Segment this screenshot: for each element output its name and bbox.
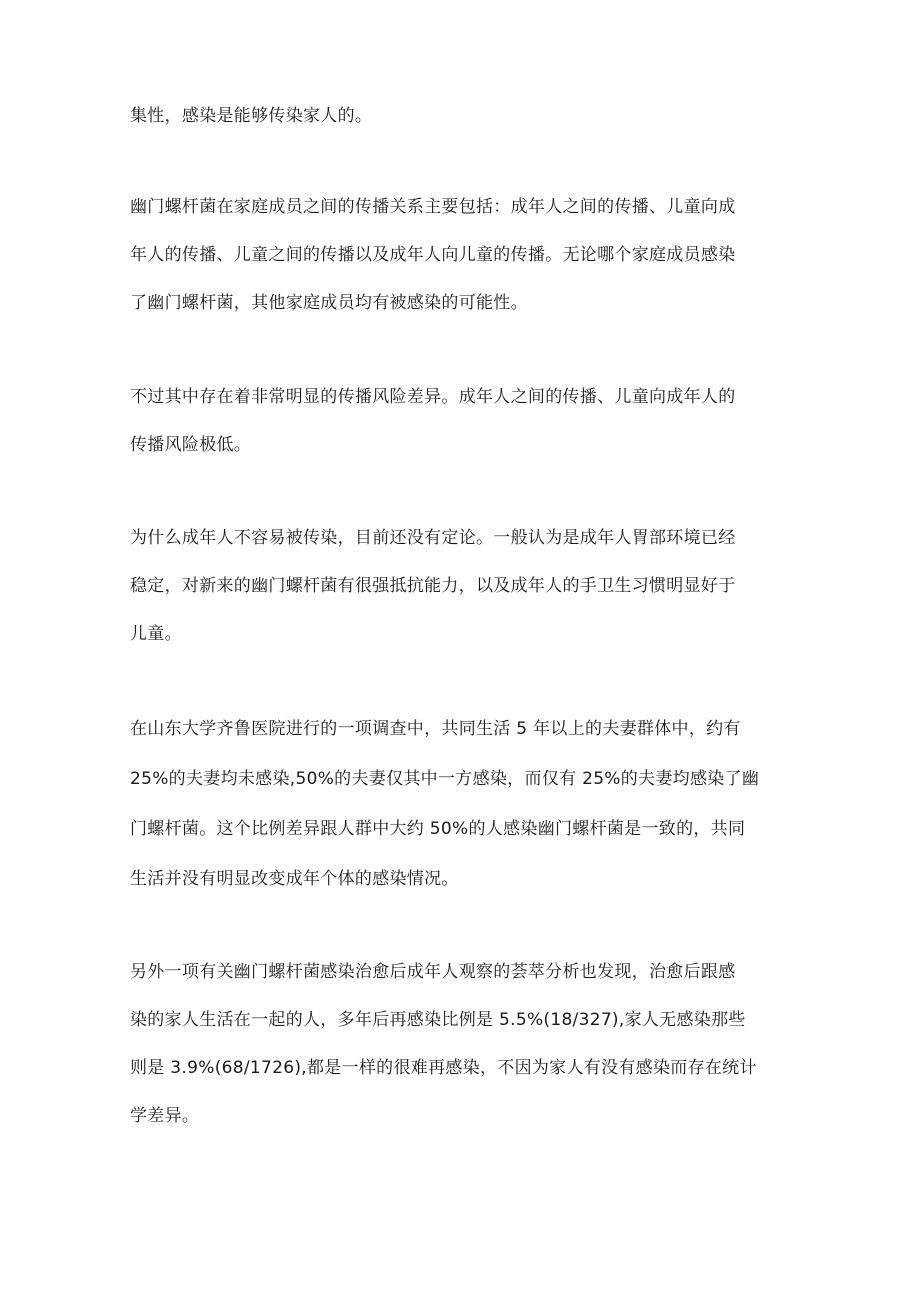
paragraph-4-line-1: 为什么成年人不容易被传染，目前还没有定论。一般认为是成年人胃部环境已经 — [130, 528, 736, 548]
paragraph-6-line-2: 染的家人生活在一起的人，多年后再感染比例是 5.5%(18/327),家人无感染那些 — [130, 1010, 746, 1030]
paragraph-2-line-3: 了幽门螺杆菌，其他家庭成员均有被感染的可能性。 — [130, 293, 528, 313]
paragraph-4-line-2: 稳定，对新来的幽门螺杆菌有很强抵抗能力，以及成年人的手卫生习惯明显好于 — [130, 576, 736, 596]
paragraph-6-line-3: 则是 3.9%(68/1726),都是一样的很难再感染，不因为家人有没有感染而存在统计 — [130, 1058, 757, 1078]
paragraph-2-line-1: 幽门螺杆菌在家庭成员之间的传播关系主要包括：成年人之间的传播、儿童向成 — [130, 197, 736, 217]
paragraph-5-line-4: 生活并没有明显改变成年个体的感染情况。 — [130, 869, 459, 889]
paragraph-1-line-1: 集性，感染是能够传染家人的。 — [130, 106, 373, 126]
paragraph-5-line-3: 门螺杆菌。这个比例差异跟人群中大约 50%的人感染幽门螺杆菌是一致的，共同 — [130, 819, 746, 839]
paragraph-5-line-1: 在山东大学齐鲁医院进行的一项调查中，共同生活 5 年以上的夫妻群体中，约有 — [130, 719, 741, 739]
paragraph-2-line-2: 年人的传播、儿童之间的传播以及成年人向儿童的传播。无论哪个家庭成员感染 — [130, 245, 736, 265]
paragraph-3-line-1: 不过其中存在着非常明显的传播风险差异。成年人之间的传播、儿童向成年人的 — [130, 387, 736, 407]
paragraph-5-line-2: 25%的夫妻均未感染,50%的夫妻仅其中一方感染，而仅有 25%的夫妻均感染了幽 — [130, 769, 760, 789]
paragraph-6-line-1: 另外一项有关幽门螺杆菌感染治愈后成年人观察的荟萃分析也发现，治愈后跟感 — [130, 962, 736, 982]
paragraph-3-line-2: 传播风险极低。 — [130, 435, 252, 455]
paragraph-6-line-4: 学差异。 — [130, 1106, 200, 1126]
paragraph-4-line-3: 儿童。 — [130, 624, 182, 644]
